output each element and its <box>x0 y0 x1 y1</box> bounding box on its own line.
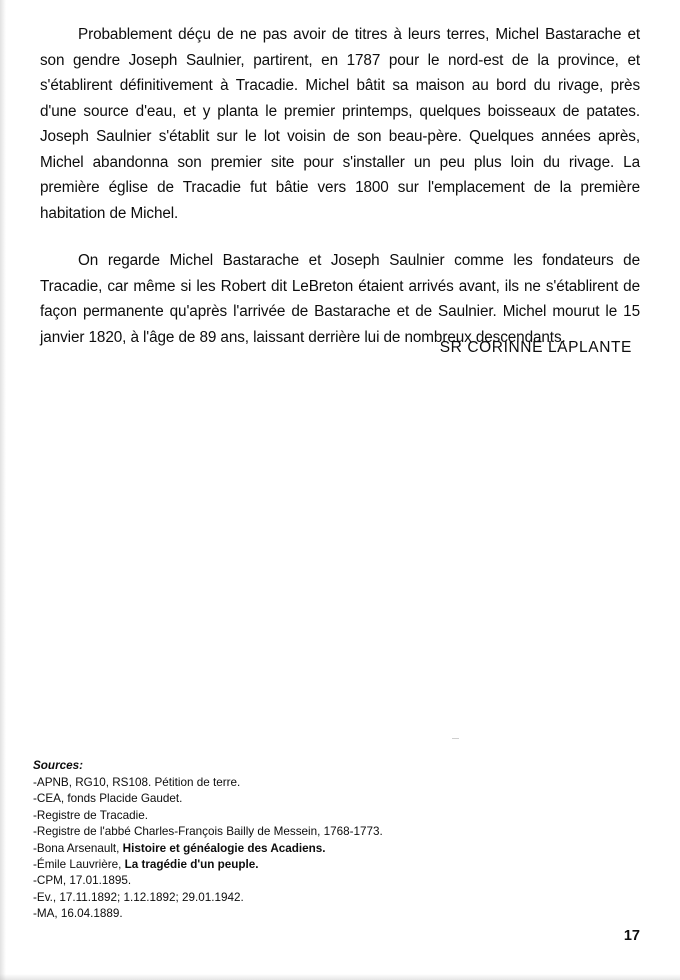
scan-speck <box>452 738 459 739</box>
source-item <box>33 824 643 840</box>
sources-title: Sources: <box>33 759 84 772</box>
source-text: -Registre de Tracadie. <box>33 808 148 822</box>
source-text: -CPM, 17.01.1895. <box>33 874 132 888</box>
sources-section <box>33 758 643 923</box>
page-edge-shadow-left <box>0 0 6 980</box>
source-item <box>33 791 643 807</box>
source-title-emphasis: La tragédie d'un peuple. <box>124 858 259 872</box>
source-item <box>33 808 643 824</box>
paragraph-1: Probablement déçu de ne pas avoir de titres à leurs terres, Michel Bastarache et son gendre Joseph Saulnier, partirent, en 1787 pour le nord-est de la province, et s'établirent définitivement à Tracadie. Michel bâtit sa maison au bord du rivage, près d'une source d'eau, et y planta le premier printemps, quelques boisseaux de patates. Joseph Saulnier s'établit sur le lot voisin de son beau-père. Quelques années après, Michel abandonna son premier site pour s'installer un peu plus loin du rivage. La première église de Tracadie fut bâtie vers 1800 sur l'emplacement de la première habitation de Michel. <box>40 26 640 222</box>
source-text: -MA, 16.04.1889. <box>33 907 123 921</box>
paragraph-2: On regarde Michel Bastarache et Joseph Saulnier comme les fondateurs de Tracadie, car même si les Robert dit LeBreton étaient arrivés avant, ils ne s'établirent de façon permanente qu'après l'arrivée de Bastarache et de Saulnier. Michel mourut le 15 janvier 1820, à l'âge de 89 ans, laissant derrière lui de nombreux descendants. <box>40 252 640 346</box>
author-signature: SR CORINNE LAPLANTE <box>439 339 632 356</box>
source-text: -APNB, RG10, RS108. Pétition de terre. <box>33 776 241 789</box>
page-edge-shadow-bottom <box>0 974 680 980</box>
source-item <box>33 906 643 922</box>
source-text: -CEA, fonds Placide Gaudet. <box>33 792 183 806</box>
source-text: -Émile Lauvrière, <box>33 858 125 872</box>
source-item <box>33 857 643 873</box>
source-text: -Bona Arsenault, <box>33 841 123 855</box>
article-body <box>40 22 640 372</box>
source-item <box>33 873 643 889</box>
page-number: 17 <box>623 928 640 944</box>
source-text: -Registre de l'abbé Charles-François Bailly de Messein, 1768-1773. <box>33 825 383 839</box>
source-text: -Ev., 17.11.1892; 1.12.1892; 29.01.1942. <box>33 890 244 904</box>
source-item <box>33 841 643 857</box>
source-item <box>33 890 643 906</box>
source-item <box>33 775 643 791</box>
source-title-emphasis: Histoire et généalogie des Acadiens. <box>122 841 326 855</box>
